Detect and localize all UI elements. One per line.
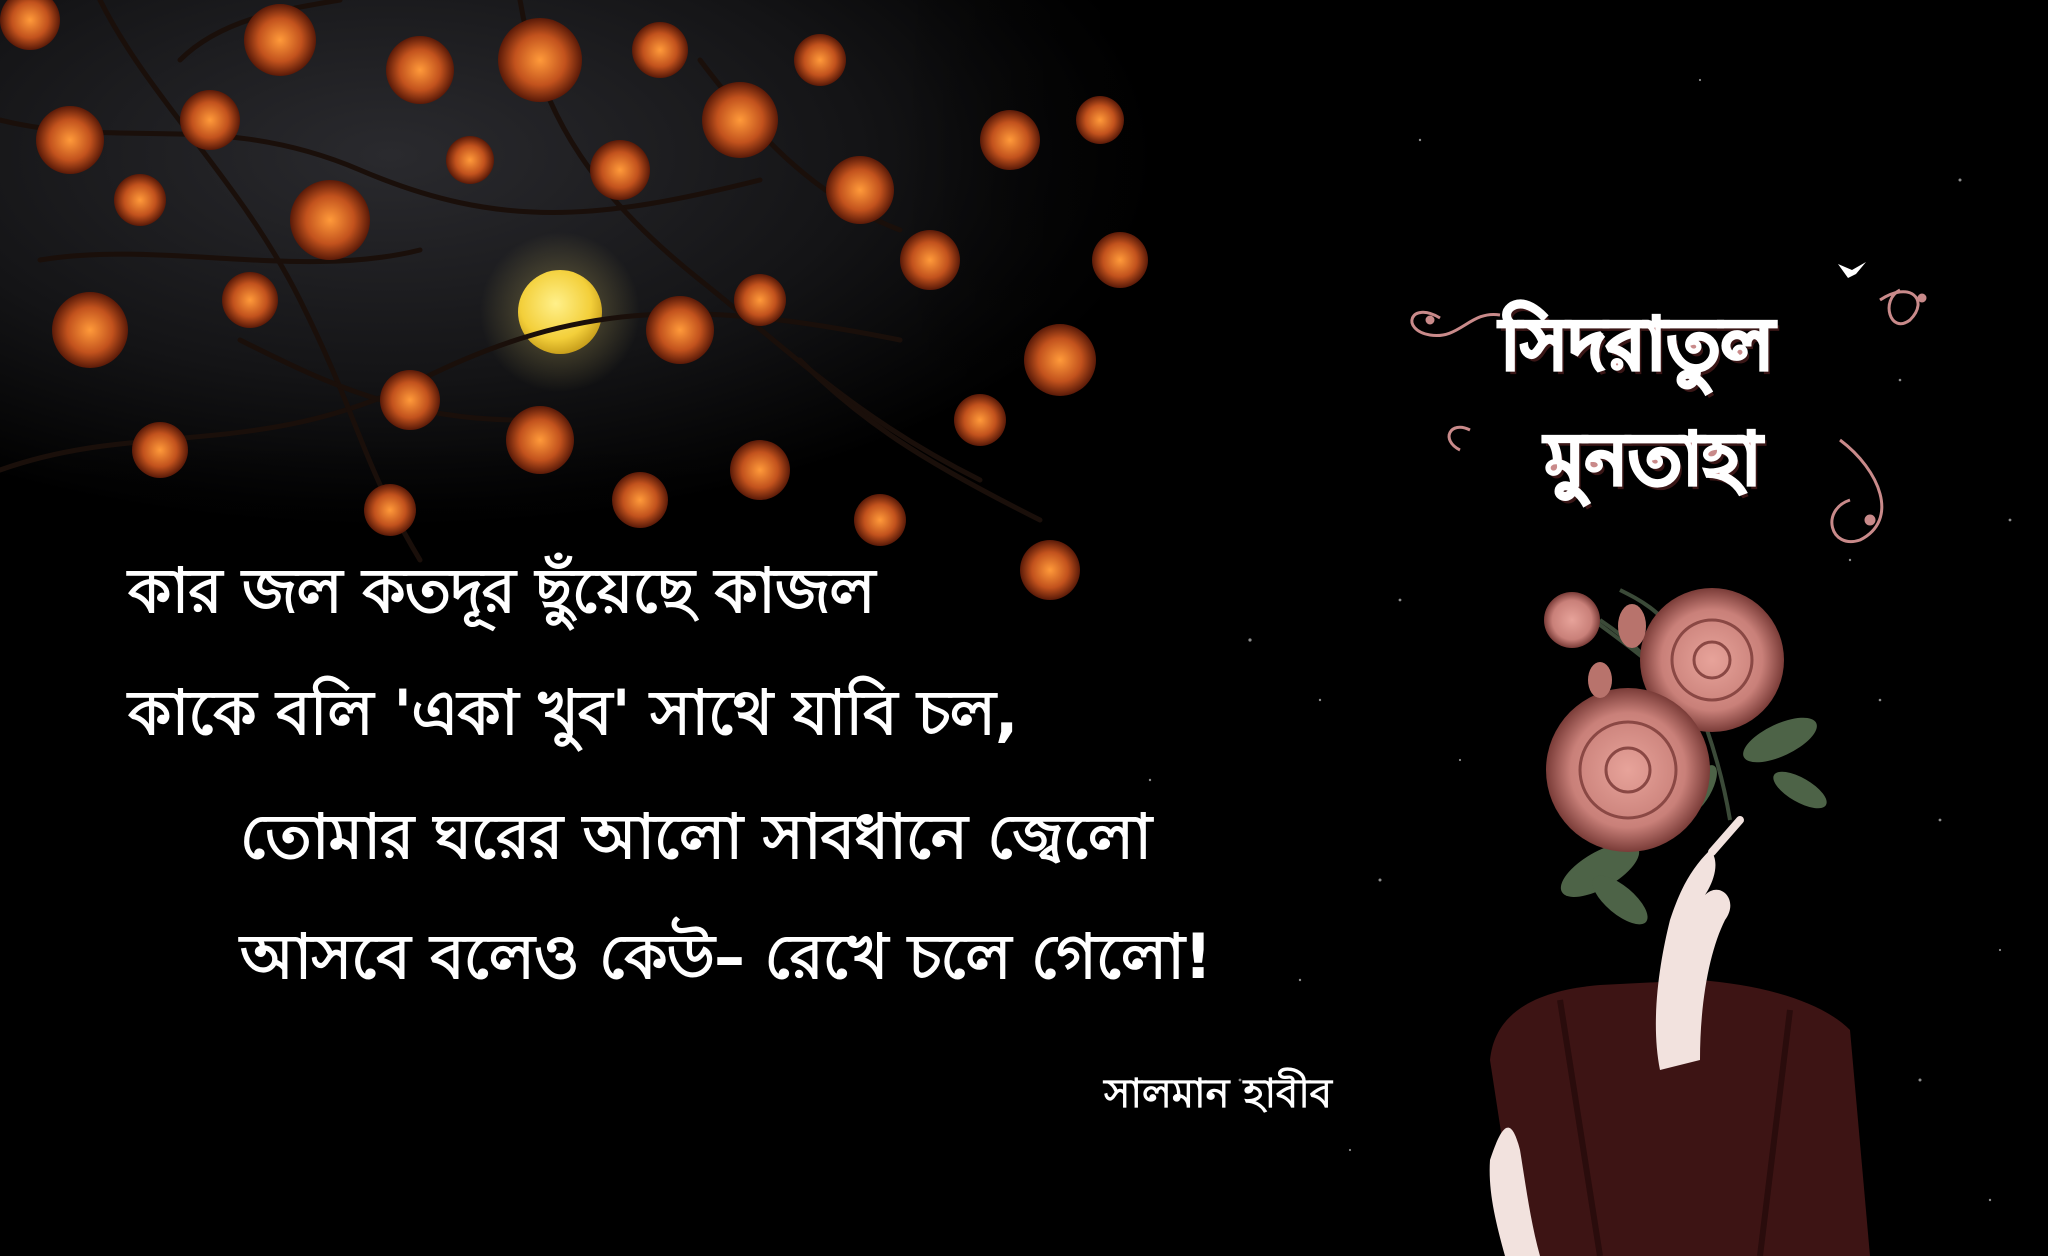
figure xyxy=(1490,820,1870,1256)
moon xyxy=(480,232,640,392)
poem-line-3: তোমার ঘরের আলো সাবধানে জ্বেলো xyxy=(240,800,1152,873)
title-line-2: মুনতাহা xyxy=(1545,417,1762,501)
poem-line-2: কাকে বলি 'একা খুব' সাথে যাবি চল, xyxy=(128,676,1018,749)
poem-line-4: আসবে বলেও কেউ– রেখে চলে গেলো! xyxy=(240,920,1212,993)
poem-line-1: কার জল কতদূর ছুঁয়েছে কাজল xyxy=(128,554,875,627)
bird-icon xyxy=(1838,262,1866,278)
title-line-1: সিদরাতুল xyxy=(1500,302,1775,386)
rose-flowers xyxy=(1544,588,1784,852)
author-name: সালমান হাবীব xyxy=(1104,1071,1333,1117)
